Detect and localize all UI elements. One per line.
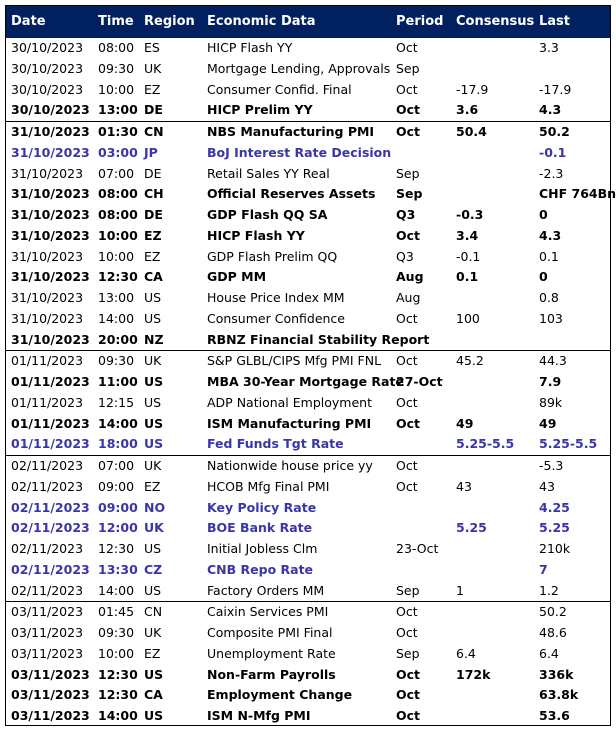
cell-time: 10:00 — [98, 227, 138, 243]
table-row — [6, 601, 610, 623]
cell-last: 4.25 — [539, 499, 570, 515]
table-row — [6, 393, 610, 414]
cell-last: -5.3 — [539, 458, 564, 473]
cell-region: ES — [144, 40, 160, 55]
cell-last: 5.25-5.5 — [539, 436, 598, 452]
cell-economic-data: HICP Prelim YY — [207, 102, 313, 118]
cell-period: 23-Oct — [396, 541, 439, 556]
table-row — [6, 226, 610, 247]
cell-last: 3.3 — [539, 40, 559, 55]
cell-period: Sep — [396, 165, 420, 181]
table-row — [6, 59, 610, 80]
cell-consensus: 5.25 — [456, 520, 487, 536]
cell-economic-data: House Price Index MM — [207, 290, 345, 305]
table-row — [6, 309, 610, 330]
cell-last: -17.9 — [539, 81, 572, 97]
cell-last: 7 — [539, 561, 548, 577]
cell-date: 31/10/2023 — [11, 124, 90, 139]
cell-time: 08:00 — [98, 40, 135, 55]
cell-last: 0 — [539, 269, 548, 285]
cell-date: 01/11/2023 — [11, 374, 90, 389]
cell-period: Oct — [396, 708, 421, 723]
cell-date: 31/10/2023 — [11, 269, 90, 285]
header-consensus: Consensus — [456, 14, 535, 29]
cell-time: 07:00 — [98, 458, 135, 473]
cell-period: Oct — [396, 666, 421, 682]
cell-last: -0.1 — [539, 144, 567, 160]
cell-last: CHF 764Bn — [539, 186, 616, 202]
cell-region: CZ — [144, 561, 163, 577]
cell-period: Oct — [396, 458, 418, 473]
cell-economic-data: Composite PMI Final — [207, 625, 333, 640]
cell-economic-data: ISM N-Mfg PMI — [207, 708, 311, 723]
cell-last: 48.6 — [539, 625, 567, 640]
cell-time: 13:00 — [98, 290, 135, 305]
cell-economic-data: Employment Change — [207, 687, 353, 703]
cell-economic-data: Unemployment Rate — [207, 645, 336, 661]
cell-time: 09:30 — [98, 353, 135, 369]
cell-region: US — [144, 436, 164, 452]
cell-time: 01:45 — [98, 604, 135, 620]
cell-last: 336k — [539, 666, 574, 682]
cell-date: 31/10/2023 — [11, 290, 84, 305]
cell-economic-data: Initial Jobless Clm — [207, 541, 318, 556]
cell-economic-data: BoJ Interest Rate Decision — [207, 144, 392, 160]
cell-period: Oct — [396, 604, 418, 620]
cell-region: CA — [144, 269, 163, 285]
cell-region: UK — [144, 60, 162, 76]
cell-economic-data: Consumer Confid. Final — [207, 81, 352, 97]
cell-time: 08:00 — [98, 207, 138, 222]
cell-date: 01/11/2023 — [11, 436, 90, 452]
cell-period: Q3 — [396, 248, 414, 264]
cell-region: US — [144, 666, 164, 682]
cell-time: 08:00 — [98, 186, 138, 202]
cell-date: 03/11/2023 — [11, 666, 90, 682]
table-body — [6, 38, 616, 727]
cell-last: 4.3 — [539, 102, 562, 118]
cell-time: 07:00 — [98, 165, 135, 181]
cell-period: Oct — [396, 124, 421, 139]
table-row — [6, 414, 610, 435]
cell-last: 103 — [539, 310, 563, 326]
cell-region: DE — [144, 102, 163, 118]
cell-time: 14:00 — [98, 708, 138, 723]
cell-date: 31/10/2023 — [11, 207, 90, 222]
table-row — [6, 685, 610, 706]
cell-region: US — [144, 708, 164, 723]
cell-period: Oct — [396, 102, 421, 118]
cell-date: 31/10/2023 — [11, 186, 90, 202]
cell-time: 12:15 — [98, 394, 135, 410]
cell-date: 30/10/2023 — [11, 60, 84, 76]
cell-region: EZ — [144, 81, 161, 97]
cell-economic-data: RBNZ Financial Stability Report — [207, 331, 430, 347]
header-last: Last — [539, 14, 571, 29]
cell-time: 12:00 — [98, 520, 138, 536]
cell-period: Oct — [396, 394, 418, 410]
cell-economic-data: Retail Sales YY Real — [207, 165, 330, 181]
cell-last: 50.2 — [539, 124, 570, 139]
cell-economic-data: ISM Manufacturing PMI — [207, 415, 372, 431]
table-row — [6, 498, 610, 519]
header-period: Period — [396, 14, 444, 29]
cell-last: 50.2 — [539, 604, 567, 620]
cell-economic-data: Consumer Confidence — [207, 310, 345, 326]
table-row — [6, 38, 610, 59]
cell-economic-data: CNB Repo Rate — [207, 561, 314, 577]
cell-time: 10:00 — [98, 248, 135, 264]
table-row — [6, 288, 610, 309]
cell-period: Aug — [396, 269, 424, 285]
cell-date: 03/11/2023 — [11, 687, 90, 703]
cell-last: 44.3 — [539, 353, 567, 369]
cell-consensus: -0.3 — [456, 207, 484, 222]
cell-region: DE — [144, 207, 163, 222]
cell-consensus: 6.4 — [456, 645, 476, 661]
cell-economic-data: Mortgage Lending, Approvals — [207, 60, 391, 76]
table-header — [6, 6, 610, 38]
table-row — [6, 247, 610, 268]
cell-date: 03/11/2023 — [11, 645, 84, 661]
cell-last: 4.3 — [539, 227, 562, 243]
cell-date: 02/11/2023 — [11, 520, 90, 536]
cell-date: 31/10/2023 — [11, 310, 84, 326]
cell-last: 5.25 — [539, 520, 570, 536]
cell-date: 30/10/2023 — [11, 102, 90, 118]
cell-last: 0.8 — [539, 290, 559, 305]
table-row — [6, 581, 610, 602]
cell-date: 30/10/2023 — [11, 81, 84, 97]
cell-economic-data: GDP MM — [207, 269, 267, 285]
cell-time: 18:00 — [98, 436, 138, 452]
cell-time: 11:00 — [98, 374, 138, 389]
cell-period: Oct — [396, 625, 418, 640]
cell-economic-data: HICP Flash YY — [207, 40, 293, 55]
cell-region: CN — [144, 124, 164, 139]
cell-last: 1.2 — [539, 582, 559, 598]
cell-date: 03/11/2023 — [11, 604, 84, 620]
cell-period: Q3 — [396, 207, 416, 222]
cell-period: Sep — [396, 582, 420, 598]
cell-date: 02/11/2023 — [11, 478, 84, 494]
cell-region: DE — [144, 165, 162, 181]
cell-time: 09:00 — [98, 478, 135, 494]
cell-period: Oct — [396, 478, 418, 494]
cell-region: UK — [144, 458, 162, 473]
header-economic-data: Economic Data — [207, 14, 316, 29]
cell-date: 31/10/2023 — [11, 227, 90, 243]
table-row — [6, 644, 610, 665]
cell-consensus: 0.1 — [456, 269, 479, 285]
cell-period: Sep — [396, 186, 423, 202]
table-row — [6, 100, 610, 121]
cell-last: 0.1 — [539, 248, 559, 264]
cell-period: Oct — [396, 227, 421, 243]
cell-time: 09:30 — [98, 60, 135, 76]
cell-time: 09:30 — [98, 625, 135, 640]
cell-period: Aug — [396, 290, 421, 305]
cell-region: JP — [144, 144, 158, 160]
table-row — [6, 455, 610, 477]
cell-region: NO — [144, 499, 166, 515]
cell-consensus: -0.1 — [456, 248, 481, 264]
cell-consensus: 5.25-5.5 — [456, 436, 515, 452]
table-row — [6, 350, 610, 372]
cell-time: 12:30 — [98, 666, 138, 682]
cell-consensus: 49 — [456, 415, 474, 431]
cell-region: US — [144, 290, 162, 305]
cell-region: US — [144, 541, 162, 556]
cell-last: -2.3 — [539, 165, 564, 181]
table-row — [6, 518, 610, 539]
cell-date: 02/11/2023 — [11, 561, 90, 577]
cell-economic-data: HCOB Mfg Final PMI — [207, 478, 330, 494]
cell-region: UK — [144, 520, 164, 536]
cell-time: 10:00 — [98, 645, 135, 661]
cell-region: US — [144, 582, 162, 598]
table-row — [6, 121, 610, 143]
cell-economic-data: Non-Farm Payrolls — [207, 666, 336, 682]
economic-calendar-table — [5, 5, 616, 726]
cell-period: Oct — [396, 81, 418, 97]
cell-region: CA — [144, 687, 163, 703]
cell-period: 27-Oct — [396, 374, 443, 389]
table-row — [6, 706, 610, 727]
cell-consensus: -17.9 — [456, 81, 489, 97]
cell-last: 7.9 — [539, 374, 562, 389]
cell-last: 49 — [539, 415, 557, 431]
cell-economic-data: ADP National Employment — [207, 394, 372, 410]
cell-consensus: 172k — [456, 666, 491, 682]
cell-region: NZ — [144, 331, 164, 347]
cell-consensus: 100 — [456, 310, 480, 326]
cell-economic-data: Key Policy Rate — [207, 499, 317, 515]
cell-date: 02/11/2023 — [11, 499, 90, 515]
table-row — [6, 164, 610, 185]
cell-period: Sep — [396, 60, 420, 76]
cell-region: EZ — [144, 478, 161, 494]
cell-date: 01/11/2023 — [11, 353, 84, 369]
cell-time: 09:00 — [98, 499, 138, 515]
cell-period: Sep — [396, 645, 420, 661]
cell-time: 12:30 — [98, 541, 135, 556]
cell-consensus: 43 — [456, 478, 472, 494]
cell-date: 31/10/2023 — [11, 165, 84, 181]
table-row — [6, 205, 610, 226]
cell-date: 01/11/2023 — [11, 415, 90, 431]
cell-time: 14:00 — [98, 310, 135, 326]
table-row — [6, 623, 610, 644]
table-row — [6, 330, 610, 351]
cell-date: 03/11/2023 — [11, 708, 90, 723]
cell-time: 10:00 — [98, 81, 135, 97]
table-row — [6, 184, 616, 205]
cell-region: US — [144, 394, 162, 410]
cell-economic-data: GDP Flash QQ SA — [207, 207, 328, 222]
cell-last: 43 — [539, 478, 555, 494]
cell-last: 89k — [539, 394, 563, 410]
cell-region: CN — [144, 604, 163, 620]
cell-consensus: 50.4 — [456, 124, 487, 139]
table-row — [6, 80, 610, 101]
cell-region: US — [144, 310, 162, 326]
cell-date: 31/10/2023 — [11, 144, 90, 160]
table-row — [6, 143, 610, 164]
cell-date: 02/11/2023 — [11, 458, 84, 473]
cell-date: 01/11/2023 — [11, 394, 84, 410]
cell-time: 14:00 — [98, 582, 135, 598]
cell-consensus: 3.4 — [456, 227, 479, 243]
cell-time: 12:30 — [98, 687, 138, 703]
cell-period: Oct — [396, 687, 421, 703]
header-date: Date — [11, 14, 46, 29]
cell-last: 63.8k — [539, 687, 579, 703]
cell-economic-data: BOE Bank Rate — [207, 520, 313, 536]
cell-period: Oct — [396, 40, 418, 55]
cell-time: 13:30 — [98, 561, 138, 577]
cell-economic-data: Nationwide house price yy — [207, 458, 373, 473]
cell-period: Oct — [396, 353, 418, 369]
cell-economic-data: GDP Flash Prelim QQ — [207, 248, 338, 264]
table-row — [6, 560, 610, 581]
cell-last: 0 — [539, 207, 548, 222]
cell-time: 13:00 — [98, 102, 138, 118]
cell-last: 53.6 — [539, 708, 570, 723]
cell-region: UK — [144, 625, 162, 640]
cell-region: EZ — [144, 645, 161, 661]
table-row — [6, 665, 610, 686]
cell-time: 12:30 — [98, 269, 138, 285]
cell-economic-data: HICP Flash YY — [207, 227, 305, 243]
cell-period: Oct — [396, 415, 421, 431]
cell-date: 30/10/2023 — [11, 40, 84, 55]
cell-region: CH — [144, 186, 164, 202]
cell-economic-data: NBS Manufacturing PMI — [207, 124, 375, 139]
cell-economic-data: Caixin Services PMI — [207, 604, 329, 620]
cell-consensus: 3.6 — [456, 102, 479, 118]
cell-date: 31/10/2023 — [11, 331, 90, 347]
cell-region: US — [144, 415, 164, 431]
header-region: Region — [144, 14, 195, 29]
cell-time: 14:00 — [98, 415, 138, 431]
table-row — [6, 372, 610, 393]
cell-period: Oct — [396, 310, 418, 326]
table-row — [6, 539, 610, 560]
table-row — [6, 267, 610, 288]
cell-region: UK — [144, 353, 162, 369]
cell-date: 31/10/2023 — [11, 248, 84, 264]
cell-economic-data: S&P GLBL/CIPS Mfg PMI FNL — [207, 353, 382, 369]
cell-date: 03/11/2023 — [11, 625, 84, 640]
table-row — [6, 477, 610, 498]
cell-economic-data: Factory Orders MM — [207, 582, 325, 598]
cell-region: EZ — [144, 227, 162, 243]
cell-time: 20:00 — [98, 331, 138, 347]
cell-economic-data: Fed Funds Tgt Rate — [207, 436, 344, 452]
cell-time: 03:00 — [98, 144, 138, 160]
cell-last: 210k — [539, 541, 571, 556]
cell-economic-data: MBA 30-Year Mortgage Rate — [207, 374, 404, 389]
table-row — [6, 434, 610, 455]
cell-region: EZ — [144, 248, 161, 264]
cell-date: 02/11/2023 — [11, 582, 84, 598]
cell-economic-data: Official Reserves Assets — [207, 186, 376, 202]
cell-region: US — [144, 374, 164, 389]
cell-date: 02/11/2023 — [11, 541, 84, 556]
cell-consensus: 1 — [456, 582, 464, 598]
header-time: Time — [98, 14, 134, 29]
cell-last: 6.4 — [539, 645, 559, 661]
cell-time: 01:30 — [98, 124, 138, 139]
cell-consensus: 45.2 — [456, 353, 484, 369]
